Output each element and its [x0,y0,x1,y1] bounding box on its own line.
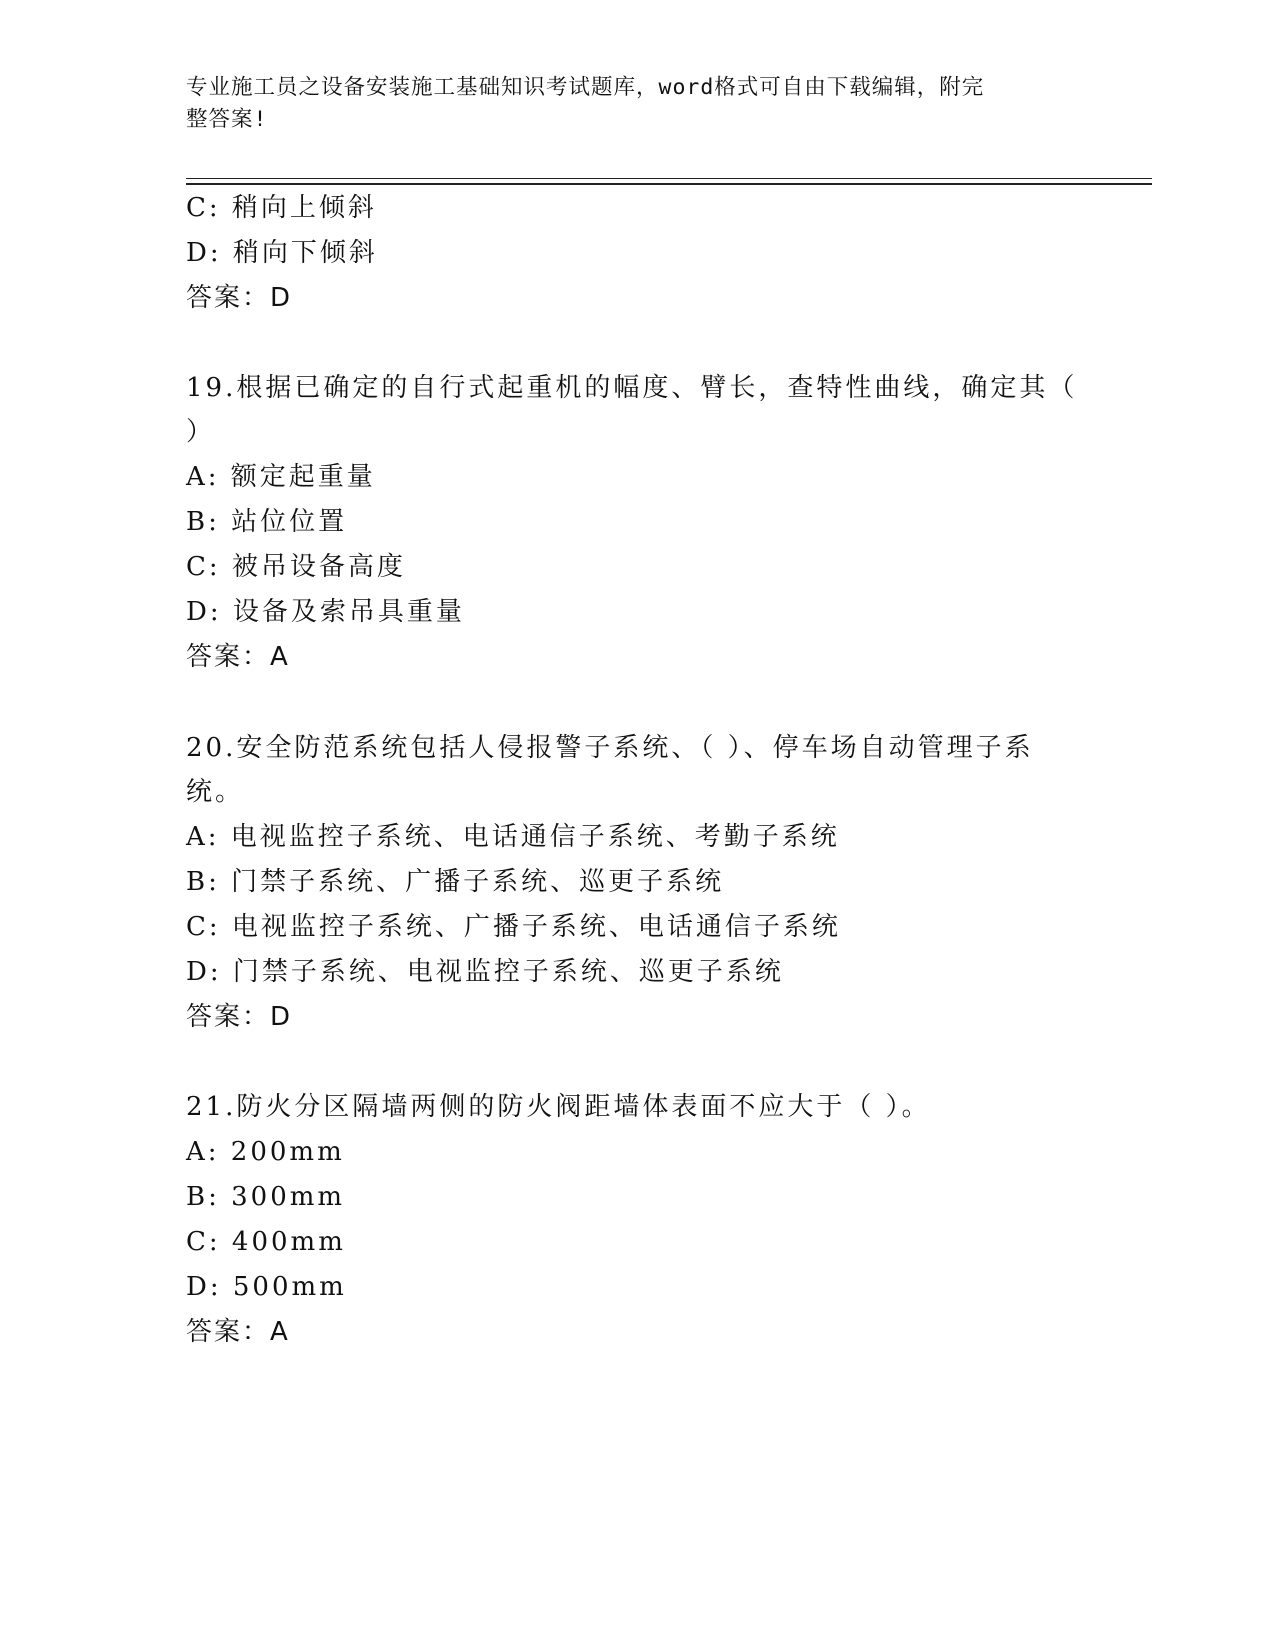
option-line: C: 被吊设备高度 [186,552,406,582]
question-line: 统。 [186,777,245,807]
option-line: C: 稍向上倾斜 [186,193,377,223]
option-line: A: 200mm [186,1137,345,1167]
document-header [186,72,1066,136]
option-line: B: 300mm [186,1182,346,1212]
question-line: 19.根据已确定的自行式起重机的幅度、臂长，查特性曲线，确定其（ [186,373,1078,403]
header-line-1: 专业施工员之设备安装施工基础知识考试题库，word格式可自由下载编辑，附完 [186,75,985,100]
answer-line: 答案：D [186,283,293,313]
header-divider-thick [186,183,1152,185]
option-line: C: 电视监控子系统、广播子系统、电话通信子系统 [186,912,841,942]
answer-line: 答案：D [186,1002,293,1032]
answer-line: 答案：A [186,1317,290,1347]
option-line: D: 设备及索吊具重量 [186,597,465,627]
question-line: 20.安全防范系统包括人侵报警子系统、（ ）、停车场自动管理子系 [186,733,1034,763]
option-line: A: 电视监控子系统、电话通信子系统、考勤子系统 [186,822,840,852]
option-line: D: 门禁子系统、电视监控子系统、巡更子系统 [186,957,784,987]
option-line: B: 站位位置 [186,507,348,537]
header-line-2: 整答案! [186,107,268,132]
option-line: B: 门禁子系统、广播子系统、巡更子系统 [186,867,725,897]
question-line: ） [186,417,216,447]
answer-line: 答案：A [186,642,290,672]
header-divider-thin [186,178,1152,179]
question-line: 21.防火分区隔墙两侧的防火阀距墙体表面不应大于（ ）。 [186,1092,931,1122]
option-line: D: 稍向下倾斜 [186,238,378,268]
option-line: C: 400mm [186,1227,346,1257]
option-line: D: 500mm [186,1272,347,1302]
option-line: A: 额定起重量 [186,462,376,492]
